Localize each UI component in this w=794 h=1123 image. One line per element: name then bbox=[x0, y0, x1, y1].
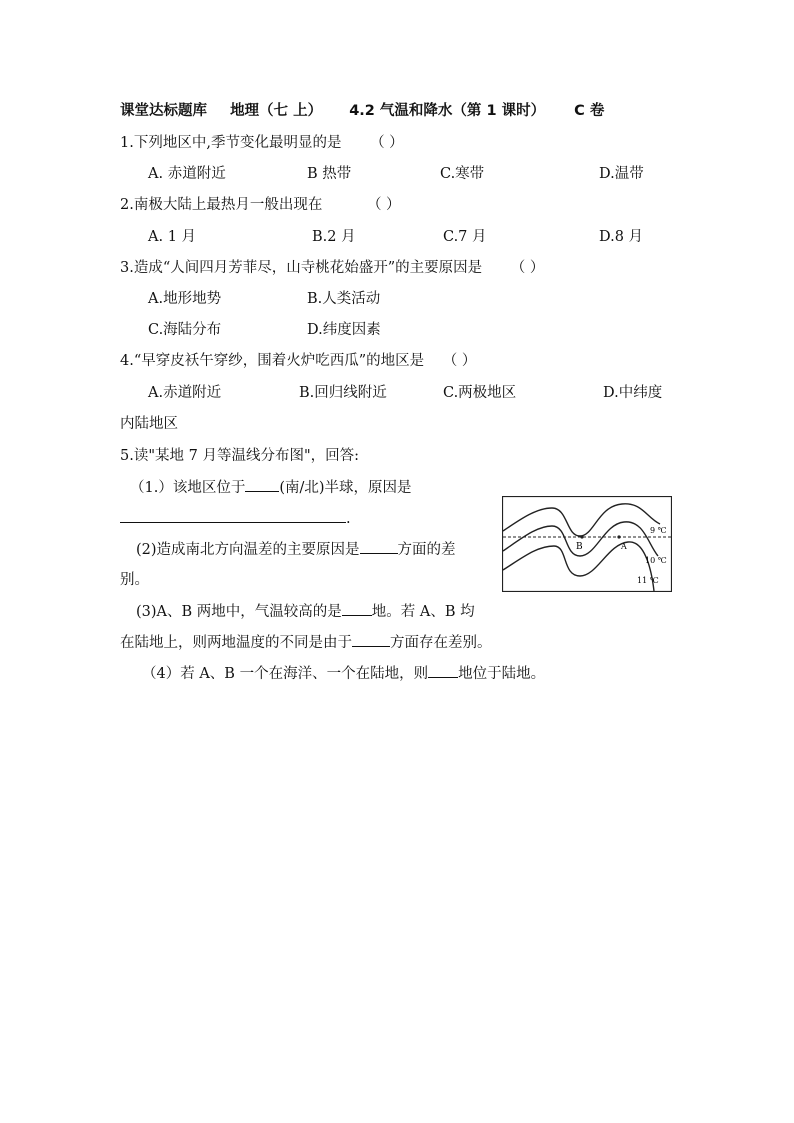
isotherm-9-label: 9 ℃ bbox=[650, 526, 667, 535]
q5-part2-end: 别。 bbox=[120, 572, 149, 588]
q5-part3 bbox=[136, 601, 475, 622]
isotherm-map bbox=[502, 496, 672, 592]
q5-p3-text-b: 地。若 A、B 均 bbox=[371, 604, 475, 620]
q1-stem bbox=[120, 133, 404, 153]
q1-stem-text: 1.下列地区中,季节变化最明显的是 bbox=[120, 135, 342, 151]
point-b-dot bbox=[580, 535, 583, 538]
q3-option-b: B.人类活动 bbox=[307, 291, 381, 307]
q1-option-b: B 热带 bbox=[307, 166, 352, 182]
q5-p1-text-b: (南/北)半球，原因是 bbox=[279, 480, 412, 496]
q3-option-a: A.地形地势 bbox=[148, 291, 222, 307]
page-title bbox=[120, 101, 604, 121]
q5-p3-text-c: 在陆地上，则两地温度的不同是由于 bbox=[120, 635, 352, 651]
q5-p3-text-d: 方面存在差别。 bbox=[390, 635, 492, 651]
isotherm-10-label: 10 ℃ bbox=[645, 556, 667, 565]
q5-p3-text-a: (3)A、B 两地中，气温较高的是 bbox=[136, 604, 342, 620]
q5-part1 bbox=[130, 477, 412, 498]
q1-option-a: A. 赤道附近 bbox=[148, 166, 226, 182]
q2-option-a: A. 1 月 bbox=[148, 229, 197, 245]
q5-p3-blank-higher[interactable] bbox=[342, 601, 372, 616]
q1-option-c: C.寒带 bbox=[440, 166, 485, 182]
q2-option-b: B.2 月 bbox=[312, 229, 356, 245]
q5-part3-cont bbox=[120, 632, 492, 653]
q4-stem bbox=[120, 351, 476, 371]
q4-option-a: A.赤道附近 bbox=[148, 385, 222, 401]
q5-p1-text-a: （1.）该地区位于 bbox=[130, 480, 246, 496]
q3-stem-text: 3.造成“人间四月芳菲尽，山寺桃花始盛开”的主要原因是 bbox=[120, 260, 483, 276]
q5-p2-text-a: (2)造成南北方向温差的主要原因是 bbox=[136, 542, 360, 558]
q5-p2-text-b: 方面的差 bbox=[397, 542, 456, 558]
q5-p1-period: . bbox=[346, 511, 351, 527]
q3-answer-paren: （ ） bbox=[510, 260, 545, 276]
isotherm-figure bbox=[502, 496, 672, 592]
title-section: 4.2 气温和降水（第 1 课时） bbox=[349, 103, 546, 119]
q3-option-c: C.海陆分布 bbox=[148, 322, 222, 338]
q5-part1-reason bbox=[120, 508, 351, 529]
q4-option-b: B.回归线附近 bbox=[299, 385, 387, 401]
q4-stem-text: 4.“早穿皮袄午穿纱，围着火炉吃西瓜”的地区是 bbox=[120, 353, 425, 369]
title-version: C 卷 bbox=[574, 103, 605, 119]
q2-option-c: C.7 月 bbox=[443, 229, 487, 245]
q1-answer-paren: （ ） bbox=[370, 135, 404, 151]
q5-p2-blank[interactable] bbox=[360, 539, 398, 554]
q1-option-d: D.温带 bbox=[599, 166, 644, 182]
q5-p4-text-a: （4）若 A、B 一个在海洋、一个在陆地，则 bbox=[142, 666, 429, 682]
q5-p1-blank-hemisphere[interactable] bbox=[245, 477, 279, 492]
q5-stem: 5.读"某地 7 月等温线分布图"，回答: bbox=[120, 448, 360, 464]
q5-part2 bbox=[136, 539, 456, 560]
q5-p4-blank[interactable] bbox=[428, 663, 458, 678]
q3-option-d: D.纬度因素 bbox=[307, 322, 381, 338]
q5-part4 bbox=[142, 663, 545, 684]
isotherm-11-label: 11 ℃ bbox=[637, 576, 659, 585]
q2-answer-paren: （ ） bbox=[366, 197, 401, 213]
point-a-label: A bbox=[621, 542, 627, 551]
title-subject: 地理（七 上） bbox=[230, 103, 323, 119]
q5-p3-blank-factor[interactable] bbox=[352, 632, 390, 647]
q4-option-c: C.两极地区 bbox=[443, 385, 517, 401]
title-bank: 课堂达标题库 bbox=[120, 103, 207, 119]
q4-answer-paren: （ ） bbox=[442, 353, 477, 369]
q2-option-d: D.8 月 bbox=[599, 229, 644, 245]
q3-stem bbox=[120, 258, 544, 278]
q5-p1-blank-reason[interactable] bbox=[120, 508, 346, 523]
q4-option-d-continuation: 内陆地区 bbox=[120, 416, 178, 432]
point-a-dot bbox=[617, 535, 620, 538]
q5-p4-text-b: 地位于陆地。 bbox=[458, 666, 546, 682]
q2-stem bbox=[120, 195, 401, 215]
q2-stem-text: 2.南极大陆上最热月一般出现在 bbox=[120, 197, 323, 213]
q4-option-d: D.中纬度 bbox=[603, 385, 663, 401]
point-b-label: B bbox=[576, 542, 583, 552]
